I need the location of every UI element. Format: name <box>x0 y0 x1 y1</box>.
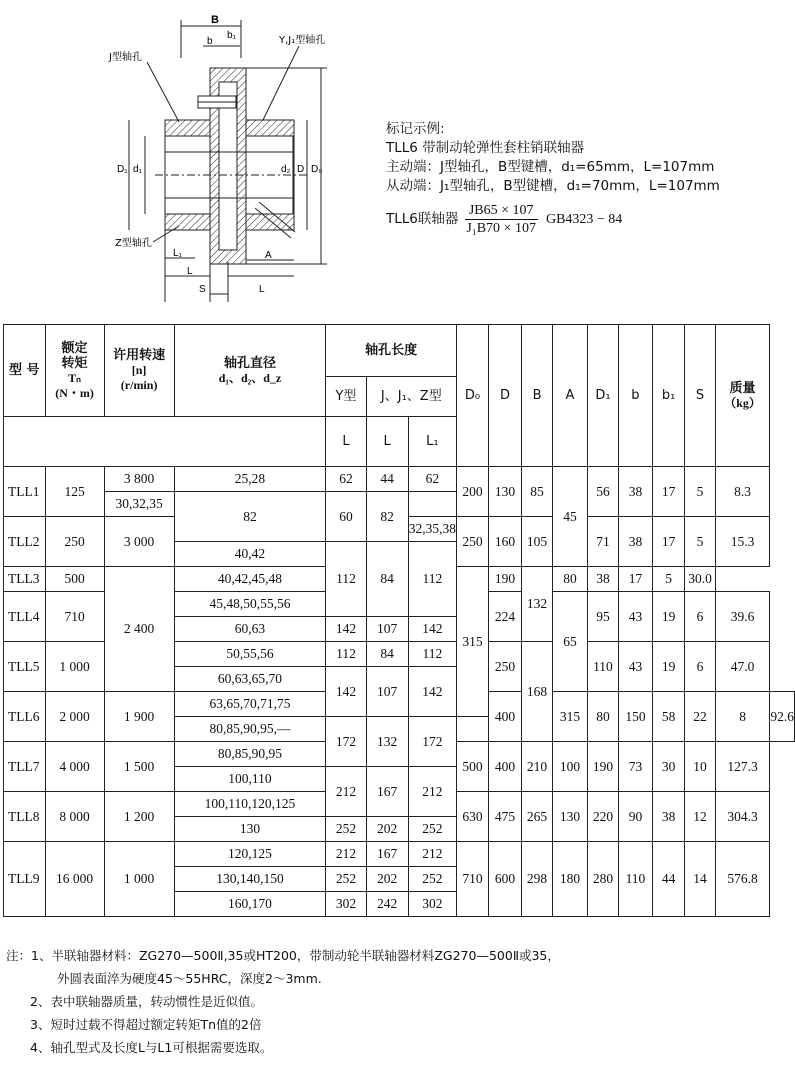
cell-torque: 2 000 <box>45 692 104 742</box>
cell-torque: 500 <box>45 567 104 592</box>
cell-S: 5 <box>685 517 715 567</box>
cell-diameters: 80,85,90,95,— <box>174 717 326 742</box>
cell-j-L1: 172 <box>408 717 456 767</box>
header-j-type: J、J₁、Z型 <box>366 377 456 417</box>
cell-speed: 3 800 <box>104 467 174 492</box>
cell-speed: 3 000 <box>104 517 174 567</box>
cell-b: 43 <box>619 592 653 642</box>
cell-b1: 22 <box>685 692 715 742</box>
label-L1: L₁ <box>173 248 182 259</box>
cell-D1: 190 <box>587 742 618 792</box>
cell-b1: 19 <box>652 592 684 642</box>
cell-b: 110 <box>619 842 653 917</box>
cell-y-L: 212 <box>326 842 366 867</box>
cell-mass: 30.0 <box>685 567 715 592</box>
label-b: b <box>207 36 213 47</box>
header-speed: 许用转速 [n] (r/min) <box>104 325 174 417</box>
cell-S: 5 <box>652 567 684 592</box>
cell-b1: 19 <box>652 642 684 692</box>
cell-D: 190 <box>489 567 522 592</box>
cell-y-L: 62 <box>326 467 366 492</box>
cell-D1: 220 <box>587 792 618 842</box>
cell-mass: 92.6 <box>770 692 795 742</box>
cell-S: 12 <box>685 792 715 842</box>
cell-B: 265 <box>521 792 552 842</box>
cell-mass: 576.8 <box>715 842 770 917</box>
cell-diameters: 100,110 <box>174 767 326 792</box>
cell-D0: 200 <box>457 467 489 517</box>
header-torque: 额定 转矩 Tₙ (N・m) <box>45 325 104 417</box>
coupling-section-svg <box>95 12 335 302</box>
cell-j-L1: 62 <box>408 467 456 492</box>
cell-b: 38 <box>619 517 653 567</box>
cell-j-L: 107 <box>366 617 408 642</box>
marking-example <box>386 120 720 237</box>
cell-torque: 250 <box>45 517 104 567</box>
cell-j-L: 84 <box>366 542 408 617</box>
header-model: 型 号 <box>4 325 46 417</box>
cell-D0: 315 <box>457 567 489 717</box>
cell-b: 43 <box>619 642 653 692</box>
cell-b1: 17 <box>619 567 653 592</box>
header-S: S <box>685 325 715 467</box>
cell-y-L: 112 <box>326 642 366 667</box>
cell-b: 58 <box>652 692 684 742</box>
cell-diameters: 100,110,120,125 <box>174 792 326 817</box>
cell-j-L: 167 <box>366 767 408 817</box>
cell-D: 400 <box>489 742 522 792</box>
header-A: A <box>553 325 588 467</box>
cell-j-L1: 112 <box>408 642 456 667</box>
cell-y-L: 252 <box>326 817 366 842</box>
cell-D0: 250 <box>457 517 489 567</box>
label-L: L <box>187 266 193 277</box>
cell-models: TLL3 <box>4 567 46 592</box>
cell-models: TLL5 <box>4 642 46 692</box>
cell-y-L: 172 <box>326 717 366 767</box>
cell-torque: 1 000 <box>45 642 104 692</box>
cell-A: 180 <box>553 842 588 917</box>
header-y-type: Y型 <box>326 377 366 417</box>
cell-B: 132 <box>521 567 552 642</box>
cell-diameters: 32,35,38 <box>408 517 456 542</box>
header-b1: b₁ <box>652 325 684 467</box>
cell-S: 6 <box>685 642 715 692</box>
cell-models: TLL8 <box>4 792 46 842</box>
cell-diameters: 130 <box>174 817 326 842</box>
cell-torque: 125 <box>45 467 104 517</box>
cell-mass: 15.3 <box>715 517 770 567</box>
label-j-hole: J型轴孔 <box>109 52 142 63</box>
cell-torque: 16 000 <box>45 842 104 917</box>
header-mass: 质量 （kg） <box>715 325 770 467</box>
cell-models: TLL9 <box>4 842 46 917</box>
marking-line-3: 从动端：J₁型轴孔，B型键槽，d₁=70mm，L=107mm <box>386 178 720 194</box>
cell-diameters: 80,85,90,95 <box>174 742 326 767</box>
formula-denominator: J₁B70 × 107 <box>466 221 536 236</box>
cell-A: 100 <box>553 742 588 792</box>
cell-j-L1: 212 <box>408 842 456 867</box>
cell-D1: 56 <box>587 467 618 517</box>
formula-fraction <box>462 202 540 237</box>
cell-B: 168 <box>521 642 552 742</box>
cell-models: TLL4 <box>4 592 46 642</box>
spec-table <box>3 324 795 917</box>
label-S: S <box>199 284 206 295</box>
cell-speed: 1 900 <box>104 692 174 742</box>
cell-j-L: 60 <box>326 492 366 542</box>
cell-speed: 1 000 <box>104 842 174 917</box>
cell-torque: 8 000 <box>45 792 104 842</box>
label-d1: d₁ <box>133 164 142 175</box>
cell-j-L1: 302 <box>408 892 456 917</box>
cell-y-L: 142 <box>326 617 366 642</box>
cell-j-L: 132 <box>366 717 408 767</box>
cell-diameters: 63,65,70,71,75 <box>174 692 326 717</box>
label-d2: d₂ <box>281 164 291 175</box>
cell-B: 210 <box>521 742 552 792</box>
formula-standard: GB4323 − 84 <box>545 212 623 227</box>
cell-mass: 127.3 <box>715 742 770 792</box>
note-1b: 外圆表面淬为硬度45～55HRC，深度2～3mm. <box>57 971 322 986</box>
cell-diameters: 40,42 <box>174 542 326 567</box>
cell-D1: 95 <box>587 592 618 642</box>
cell-models: TLL2 <box>4 517 46 567</box>
cell-torque: 710 <box>45 592 104 642</box>
cell-S: 6 <box>685 592 715 642</box>
header-D0: D₀ <box>457 325 489 467</box>
label-b1: b₁ <box>227 30 236 41</box>
cell-mass: 304.3 <box>715 792 770 842</box>
cell-diameters: 40,42,45,48 <box>174 567 326 592</box>
cell-A: 80 <box>587 692 618 742</box>
cell-D0: 400 <box>489 692 522 742</box>
cell-S: 14 <box>685 842 715 917</box>
cell-B: 298 <box>521 842 552 917</box>
cell-diameters: 120,125 <box>174 842 326 867</box>
cell-diameters: 60,63,65,70 <box>174 667 326 692</box>
header-b: b <box>619 325 653 467</box>
cell-y-L: 142 <box>326 667 366 717</box>
cell-b1: 17 <box>652 517 684 567</box>
cell-D: 160 <box>489 517 522 567</box>
cell-models: TLL6 <box>4 692 46 742</box>
cell-S: 8 <box>715 692 770 742</box>
label-D1: D₁ <box>117 164 128 175</box>
cell-speed: 2 400 <box>104 567 174 692</box>
cell-models: TLL1 <box>4 467 46 517</box>
cell-y-L: 252 <box>326 867 366 892</box>
cell-j-L1: 252 <box>408 817 456 842</box>
cell-D1: 280 <box>587 842 618 917</box>
cell-D: 250 <box>489 642 522 692</box>
marking-line-2: 主动端：J型轴孔，B型键槽，d₁=65mm，L=107mm <box>386 159 715 175</box>
cell-y-L: 112 <box>326 542 366 617</box>
cell-j-L: 44 <box>366 467 408 492</box>
cell-D0: 710 <box>457 842 489 917</box>
cell-mass: 47.0 <box>715 642 770 692</box>
cell-y-L: 212 <box>326 767 366 817</box>
note-4: 4、轴孔型式及长度L与L1可根据需要选取。 <box>30 1040 273 1055</box>
cell-b1: 30 <box>652 742 684 792</box>
cell-j-L1: 252 <box>408 867 456 892</box>
cell-j-L: 84 <box>366 642 408 667</box>
cell-S: 5 <box>685 467 715 517</box>
cell-D1: 150 <box>619 692 653 742</box>
cell-D: 475 <box>489 792 522 842</box>
coupling-drawing <box>95 12 335 302</box>
cell-j-L: 167 <box>366 842 408 867</box>
cell-b: 90 <box>619 792 653 842</box>
note-3: 3、短时过载不得超过额定转矩Tn值的2倍 <box>30 1017 262 1032</box>
cell-j-L: 202 <box>366 817 408 842</box>
cell-y-L: 302 <box>326 892 366 917</box>
notes <box>6 944 560 1059</box>
formula-prefix: TLL6联轴器 <box>386 211 459 227</box>
label-L-right: L <box>259 284 265 295</box>
header-j-L1: L₁ <box>408 417 456 467</box>
cell-A: 130 <box>553 792 588 842</box>
header-y-L: L <box>326 417 366 467</box>
marking-line-1: TLL6 带制动轮弹性套柱销联轴器 <box>386 140 585 156</box>
note-1a: 注：1、半联轴器材料：ZG270—500Ⅱ,35或HT200，带制动轮半联轴器材料ZG270—500Ⅱ或35， <box>6 948 560 963</box>
note-2: 2、表中联轴器质量，转动惯性是近似值。 <box>30 994 263 1009</box>
cell-b: 73 <box>619 742 653 792</box>
cell-diameters: 160,170 <box>174 892 326 917</box>
cell-speed: 1 500 <box>104 742 174 792</box>
cell-torque: 4 000 <box>45 742 104 792</box>
cell-speed: 1 200 <box>104 792 174 842</box>
cell-models: TLL7 <box>4 742 46 792</box>
cell-B: 105 <box>521 517 552 567</box>
cell-D1: 80 <box>553 567 588 592</box>
cell-mass: 39.6 <box>715 592 770 642</box>
cell-D: 315 <box>553 692 588 742</box>
marking-formula <box>386 202 720 237</box>
header-j-L: L <box>366 417 408 467</box>
cell-j-L1: 142 <box>408 667 456 717</box>
cell-diameters: 45,48,50,55,56 <box>174 592 326 617</box>
label-D: D <box>297 164 305 175</box>
cell-A: 45 <box>553 467 588 567</box>
header-D: D <box>489 325 522 467</box>
cell-diameters: 30,32,35 <box>104 492 174 517</box>
cell-mass: 8.3 <box>715 467 770 517</box>
table-body <box>4 467 795 917</box>
label-D0: D₀ <box>311 164 323 175</box>
formula-numerator: JB65 × 107 <box>465 202 538 220</box>
cell-j-L: 107 <box>366 667 408 717</box>
cell-b: 38 <box>587 567 618 592</box>
label-A: A <box>265 250 272 261</box>
cell-A: 65 <box>553 592 588 692</box>
cell-D: 600 <box>489 842 522 917</box>
cell-S: 10 <box>685 742 715 792</box>
cell-b: 38 <box>619 467 653 517</box>
cell-D: 224 <box>489 592 522 642</box>
cell-j-L: 242 <box>366 892 408 917</box>
label-yj-hole: Y,J₁型轴孔 <box>279 35 326 46</box>
cell-D1: 110 <box>587 642 618 692</box>
cell-j-L1: 142 <box>408 617 456 642</box>
cell-diameters: 130,140,150 <box>174 867 326 892</box>
header-hole-length: 轴孔长度 <box>326 325 457 377</box>
cell-B: 85 <box>521 467 552 517</box>
cell-b1: 44 <box>652 842 684 917</box>
header-D1: D₁ <box>587 325 618 467</box>
cell-D1: 71 <box>587 517 618 567</box>
header-B: B <box>521 325 552 467</box>
header-spacer <box>4 417 326 467</box>
cell-b1: 17 <box>652 467 684 517</box>
cell-y-L: 82 <box>174 492 326 542</box>
cell-j-L: 202 <box>366 867 408 892</box>
cell-diameters: 25,28 <box>174 467 326 492</box>
label-B: B <box>211 14 219 26</box>
table-row <box>4 467 795 492</box>
label-z-hole: Z型轴孔 <box>115 238 152 249</box>
cell-D0: 630 <box>457 792 489 842</box>
cell-D0: 500 <box>457 742 489 792</box>
cell-j-L1: 212 <box>408 767 456 817</box>
table-row <box>4 842 795 867</box>
marking-title: 标记示例: <box>386 121 445 137</box>
header-diameter: 轴孔直径 d₁、d₂、d_z <box>174 325 326 417</box>
cell-diameters: 60,63 <box>174 617 326 642</box>
cell-j-L1: 112 <box>408 542 456 617</box>
cell-D: 130 <box>489 467 522 517</box>
cell-diameters: 50,55,56 <box>174 642 326 667</box>
cell-j-L1: 82 <box>366 492 408 542</box>
cell-b1: 38 <box>652 792 684 842</box>
